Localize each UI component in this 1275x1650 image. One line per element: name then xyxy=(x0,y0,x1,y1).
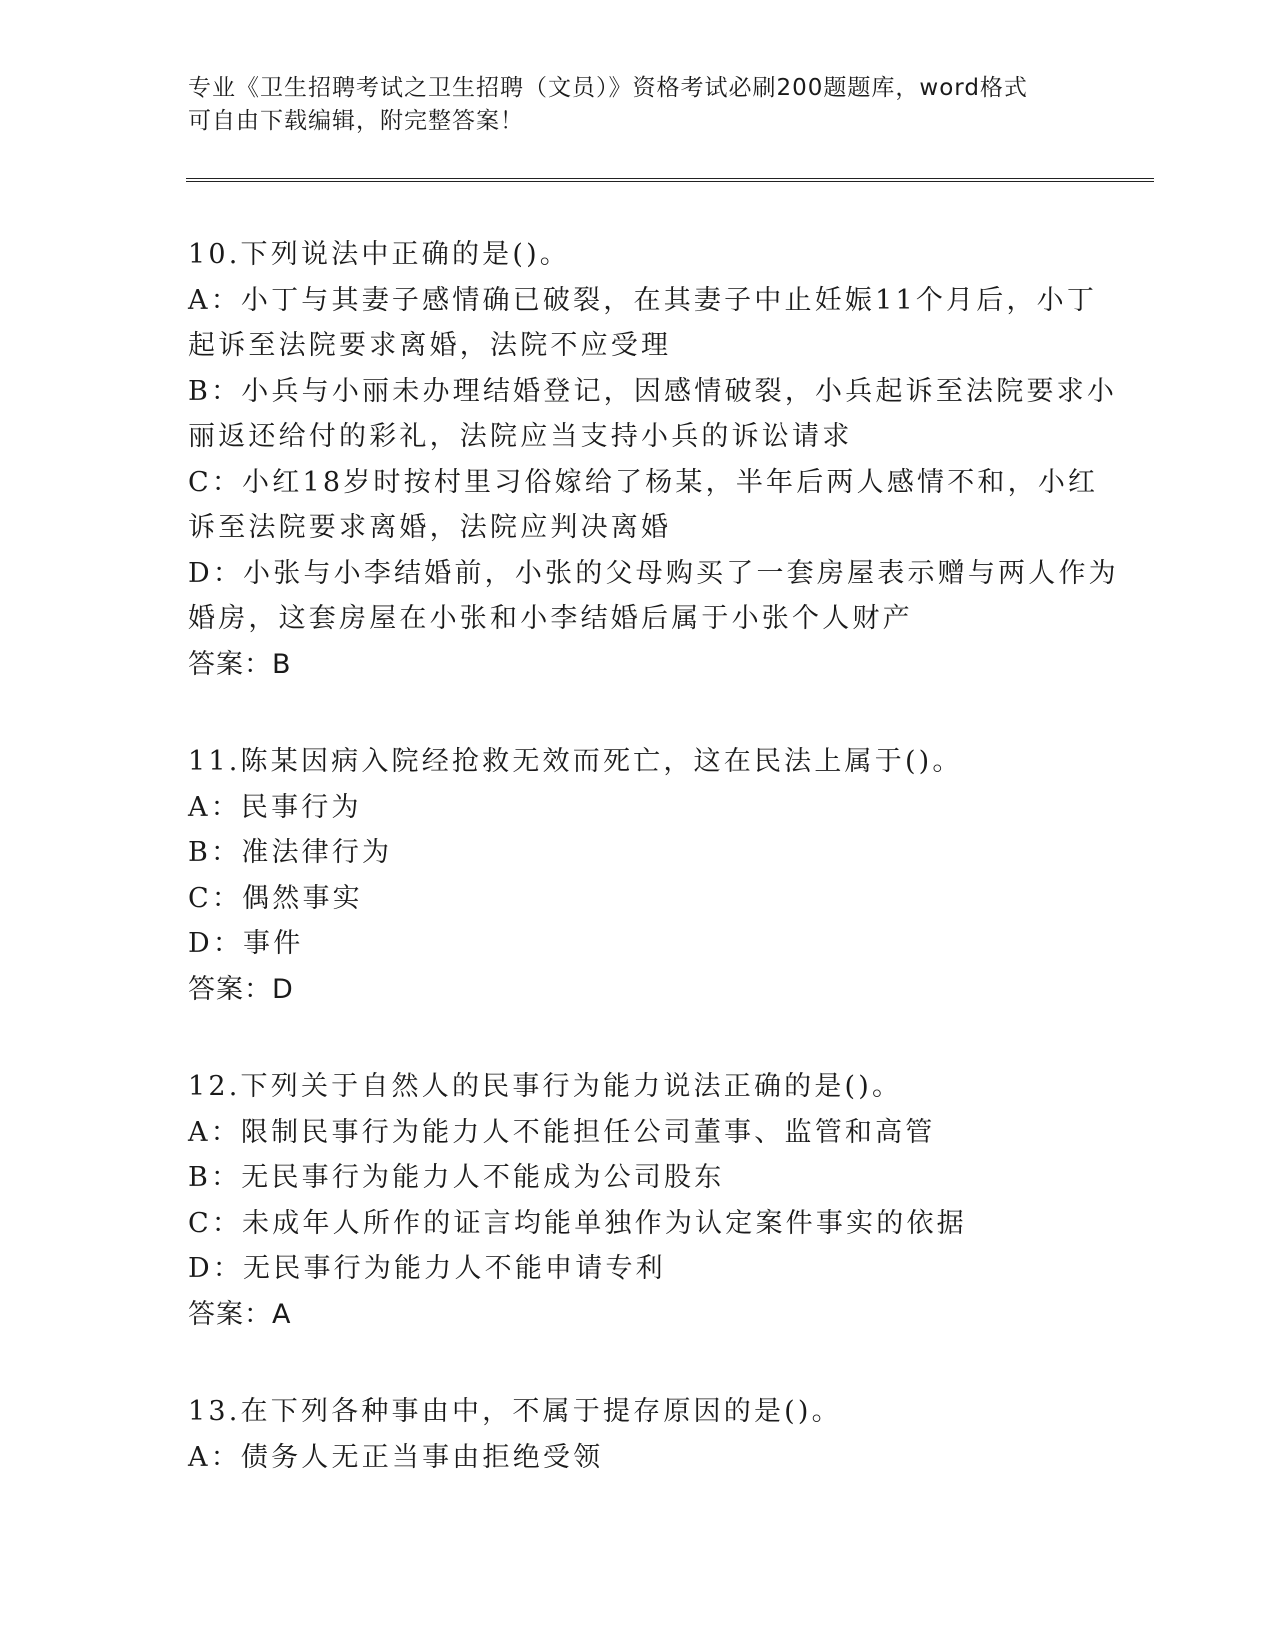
answer-label: 答案：A xyxy=(188,1298,292,1330)
option-c: C：未成年人所作的证言均能单独作为认定案件事实的依据 xyxy=(188,1207,967,1239)
question-stem: 13.在下列各种事由中，不属于提存原因的是()。 xyxy=(188,1396,842,1427)
option-c-line-1: C：小红18岁时按村里习俗嫁给了杨某，半年后两人感情不和，小红 xyxy=(188,466,1099,498)
option-a-line-1: A：小丁与其妻子感情确已破裂，在其妻子中止妊娠11个月后，小丁 xyxy=(188,284,1098,316)
option-c: C：偶然事实 xyxy=(188,882,363,914)
option-a: A：债务人无正当事由拒绝受领 xyxy=(188,1441,604,1473)
header-line-1: 专业《卫生招聘考试之卫生招聘（文员）》资格考试必刷200题题库，word格式 xyxy=(188,75,1028,101)
question-stem: 10.下列说法中正确的是()。 xyxy=(188,239,571,270)
option-b: B：无民事行为能力人不能成为公司股东 xyxy=(188,1162,725,1193)
question-11 xyxy=(188,739,1068,1012)
question-13 xyxy=(188,1389,1068,1480)
question-list xyxy=(188,232,1119,1532)
page-header xyxy=(188,72,1068,138)
option-a: A：民事行为 xyxy=(188,791,362,823)
option-b-line-2: 丽返还给付的彩礼，法院应当支持小兵的诉讼请求 xyxy=(188,421,853,452)
question-12 xyxy=(188,1064,1068,1337)
option-b-line-1: B：小兵与小丽未办理结婚登记，因感情破裂，小兵起诉至法院要求小 xyxy=(188,375,1118,407)
option-d-line-2: 婚房，这套房屋在小张和小李结婚后属于小张个人财产 xyxy=(188,603,913,634)
option-b: B：准法律行为 xyxy=(188,837,393,868)
option-a: A：限制民事行为能力人不能担任公司董事、监管和高管 xyxy=(188,1116,936,1148)
question-stem: 12.下列关于自然人的民事行为能力说法正确的是()。 xyxy=(188,1071,903,1102)
header-line-2: 可自由下载编辑，附完整答案！ xyxy=(188,108,524,134)
question-stem: 11.陈某因病入院经抢救无效而死亡，这在民法上属于()。 xyxy=(188,746,963,777)
option-c-line-2: 诉至法院要求离婚，法院应判决离婚 xyxy=(188,512,672,543)
option-d-line-1: D：小张与小李结婚前，小张的父母购买了一套房屋表示赠与两人作为 xyxy=(188,557,1119,589)
header-double-rule xyxy=(186,178,1154,182)
option-a-line-2: 起诉至法院要求离婚，法院不应受理 xyxy=(188,330,672,361)
option-d: D：事件 xyxy=(188,928,304,959)
answer-label: 答案：D xyxy=(188,973,294,1005)
option-d: D：无民事行为能力人不能申请专利 xyxy=(188,1253,666,1284)
question-10 xyxy=(188,232,1119,687)
answer-label: 答案：B xyxy=(188,648,292,680)
